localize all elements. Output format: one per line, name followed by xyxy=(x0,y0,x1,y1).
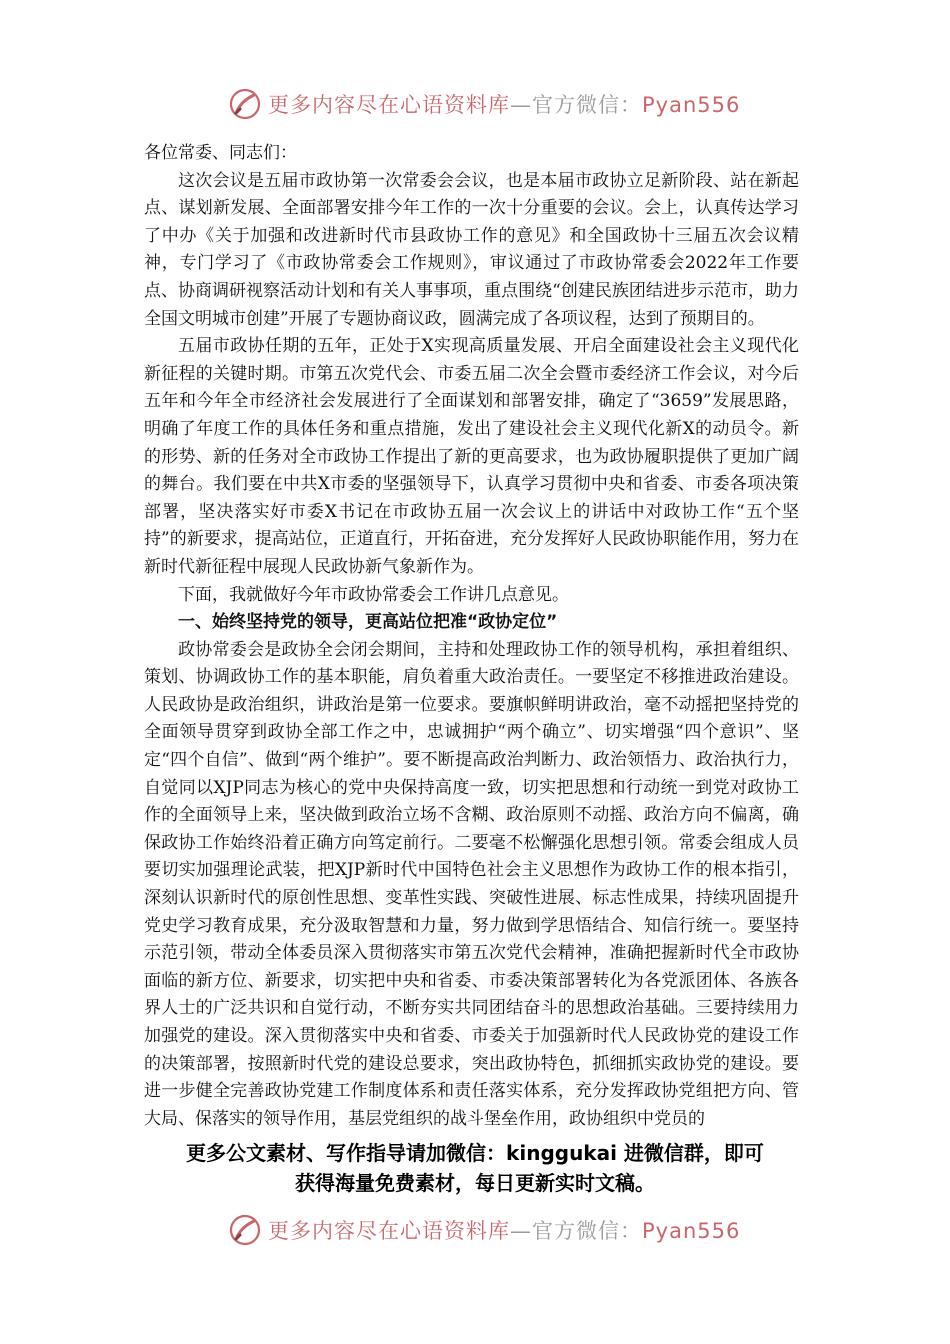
document-body xyxy=(144,140,799,1133)
paragraph-3: 下面，我就做好今年市政协常委会工作讲几点意见。 xyxy=(178,584,569,605)
promo-line-1: 更多公文素材、写作指导请加微信：kinggukai 进微信群，即可 xyxy=(186,1141,764,1165)
banner-text: 更多内容尽在心语资料库—官方微信：Pyan556 xyxy=(268,1219,741,1243)
header-banner xyxy=(228,84,740,124)
brush-logo-icon xyxy=(228,1213,262,1247)
footer-banner xyxy=(228,1210,740,1250)
brush-logo-icon xyxy=(228,87,262,121)
paragraph-4: 政协常委会是政协全会闭会期间，主持和处理政协工作的领导机构，承担着组织、策划、协调政协工作的基本职能，肩负着重大政治责任。一要坚定不移推进政治建设。人民政协是政治组织，讲政治是第一位要求。要旗帜鲜明讲政治，毫不动摇把坚持党的全面领导贯穿到政协全部工作之中，忠诚拥护“两个确立”、切实增强“四个意识”、坚定“四个自信”、做到“两个维护”。要不断提高政治判断力、政治领悟力、政治执行力，自觉同以XJP同志为核心的党中央保持高度一致，切实把思想和行动统一到党对政协工作的全面领导上来，坚决做到政治立场不含糊、政治原则不动摇、政治方向不偏离，确保政协工作始终沿着正确方向笃定前行。二要毫不松懈强化思想引领。常委会组成人员要切实加强理论武装，把XJP新时代中国特色社会主义思想作为政协工作的根本指引，深刻认识新时代的原创性思想、变革性实践、突破性进展、标志性成果，持续巩固提升党史学习教育成果，充分汲取智慧和力量，努力做到学思悟结合、知信行统一。要坚持示范引领，带动全体委员深入贯彻落实市第五次党代会精神，准确把握新时代全市政协面临的新方位、新要求，切实把中央和省委、市委决策部署转化为各党派团体、各族各界人士的广泛共识和自觉行动，不断夯实共同团结奋斗的思想政治基础。三要持续用力加强党的建设。深入贯彻落实中央和省委、市委关于加强新时代人民政协党的建设工作的决策部署，按照新时代党的建设总要求，突出政协特色，抓细抓实政协党的建设。要进一步健全完善政协党建工作制度体系和责任落实体系，充分发挥政协党组把方向、管大局、保落实的领导作用，基层党组织的战斗堡垒作用，政协组织中党员的 xyxy=(144,639,799,1129)
promo-line-2: 获得海量免费素材，每日更新实时文稿。 xyxy=(295,1171,655,1195)
promo-notice xyxy=(130,1138,820,1198)
paragraph-2: 五届市政协任期的五年，正处于X实现高质量发展、开启全面建设社会主义现代化新征程的关键时期。市第五次党代会、市委五届二次全会暨市委经济工作会议，对今后五年和今年全市经济社会发展进行了全面谋划和部署安排，确定了“3659”发展思路，明确了年度工作的具体任务和重点措施，发出了建设社会主义现代化新X的动员令。新的形势、新的任务对全市政协工作提出了新的更高要求，也为政协履职提供了更加广阔的舞台。我们要在中共X市委的坚强领导下，认真学习贯彻中央和省委、市委各项决策部署，坚决落实好市委X书记在市政协五届一次会议上的讲话中对政协工作“五个坚持”的新要求，提高站位，正道直行，开拓奋进，充分发挥好人民政协职能作用，努力在新时代新征程中展现人民政协新气象新作为。 xyxy=(144,336,799,577)
salutation: 各位常委、同志们： xyxy=(144,143,297,163)
section-heading-1: 一、始终坚持党的领导，更高站位把准“政协定位” xyxy=(178,612,558,633)
banner-text: 更多内容尽在心语资料库—官方微信：Pyan556 xyxy=(268,93,741,117)
paragraph-1: 这次会议是五届市政协第一次常委会会议，也是本届市政协立足新阶段、站在新起点、谋划新发展、全面部署安排今年工作的一次十分重要的会议。会上，认真传达学习了中办《关于加强和改进新时代市县政协工作的意见》和全国政协十三届五次会议精神，专门学习了《市政协常委会工作规则》，审议通过了市政协常委会2022年工作要点、协商调研视察活动计划和有关人事事项，重点围绕“创建民族团结进步示范市，助力全国文明城市创建”开展了专题协商议政，圆满完成了各项议程，达到了预期目的。 xyxy=(144,170,799,329)
